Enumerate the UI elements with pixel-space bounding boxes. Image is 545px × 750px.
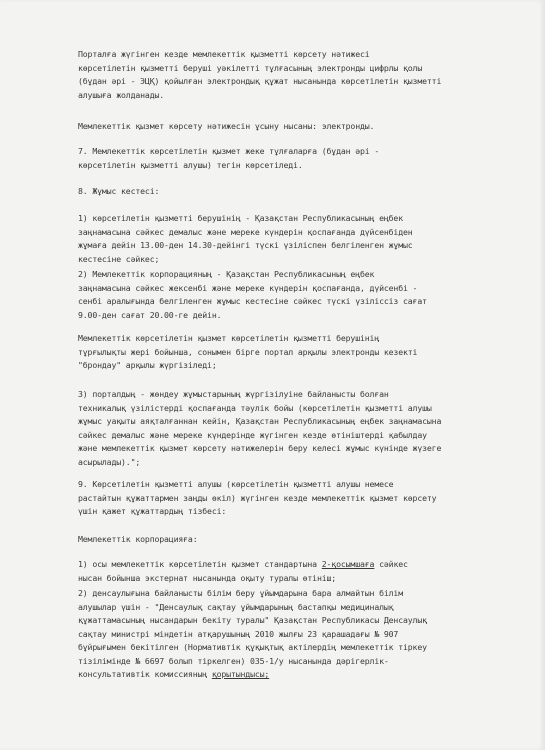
paragraph-item-2-medical: [78, 587, 498, 682]
paragraph-8-3-portal: 3) порталдың - жөндеу жұмыстарының жүргізілуіне байланысты болған техникалық үзілістерді қоспағанда тәулік бойы (көрсетілетін қызметті алушы жұмыс уақыты аяқталғаннан кейін, Қазақстан Республикасының еңбек заңнамасына сәйкес демалыс және мереке күндерінде жүгінген кезде өтініштерді қабылдау және мемлекеттік қызмет көрсету нәтижелерін беру келесі жұмыс күнінде жүзеге асырылады).";: [78, 389, 442, 467]
paragraph-booking: Мемлекеттік көрсетілетін қызмет көрсетілетін қызметті берушінің тұрғылықты жері бойынша, сонымен бірге портал арқылы электронды кезекті "брондау" арқылы жүргізіледі;: [78, 333, 418, 370]
paragraph-8-schedule: 8. Жұмыс кестесі:: [78, 186, 160, 196]
paragraph-result-form: Мемлекеттік қызмет көрсету нәтижесін ұсыну нысаны: электронды.: [78, 121, 375, 131]
paragraph-item-1-application: [78, 558, 498, 585]
appendix-2-link[interactable]: 2-қосымшаға: [321, 559, 375, 569]
paragraph-7-free-service: 7. Мемлекеттік көрсетілетін қызмет жеке тұлғаларға (бұдан әрі - көрсетілетін қызметті алушы) тегін көрсетіледі.: [78, 146, 380, 170]
paragraph-8-1-provider: 1) көрсетілетін қызметті берушінің - Қазақстан Республикасының еңбек заңнамасына сәйкес демалыс және мереке күндерін қоспағанда дүйсенбіден жұмаға дейін 13.00-ден 14.30-дейінгі түскі үзіліспен белгіленген жұмыс кестесіне сәйкес;: [78, 213, 413, 264]
paragraph-8-2-state-corporation: 2) Мемлекеттік корпорацияның - Қазақстан Республикасының еңбек заңнамасына сәйкес жексенбі және мереке күндерін қоспағанда, дүйсенбі - сенбі аралығында белгіленген жұмыс кестесіне сәйкес түскі үзіліссіз сағат 9.00-ден сағат 20.00-ге дейін.: [78, 269, 427, 320]
item-1-text: 1) осы мемлекеттік көрсетілетін қызмет стандартына: [78, 559, 322, 569]
item-2-text: 2) денсаулығына байланысты білім беру ұйымдарына бара алмайтын білім алушылар үшін - "Денсаулық сақтау ұйымдарының бастапқы медициналық құжаттамасының нысандарын бекіту туралы" Қазақстан Республикасы Денсаулық сақтау министрі міндетін атқарушының 2010 жылғы 23 қарашадағы № 907 бұйрығымен бекітілген (Нормативтік құқықтық актілердің мемлекеттік тіркеу тізілімінде № 6697 болып тіркелген) 035-1/у нысанында дәрігерлік- консультативтік комиссияның: [78, 588, 427, 679]
paragraph-state-corporation: Мемлекеттік корпорацияға:: [78, 534, 198, 544]
paragraph-portal-result: Порталға жүгінген кезде мемлекеттік қызметті көрсету нәтижесі көрсетілетін қызметті беруші уәкілетті тұлғасының электронды цифрлы қолы (бұдан әрі - ЭЦҚ) қойылған электрондық құжат нысанында көрсетілетін қызметті алушыға жолданады.: [78, 49, 442, 100]
conclusion-link[interactable]: қорытындысы;: [211, 669, 270, 679]
item-1-text-end: сәйкес нысан бойынша экстернат нысанында оқыту туралы өтініш;: [78, 559, 408, 583]
paragraph-9-documents: 9. Көрсетілетін қызметті алушы (көрсетілетін қызметті алушы немесе растайтын құжаттармен заңды өкіл) жүгінген кезде мемлекеттік қызмет көрсету үшін қажет құжаттардың тізбесі:: [78, 479, 437, 516]
